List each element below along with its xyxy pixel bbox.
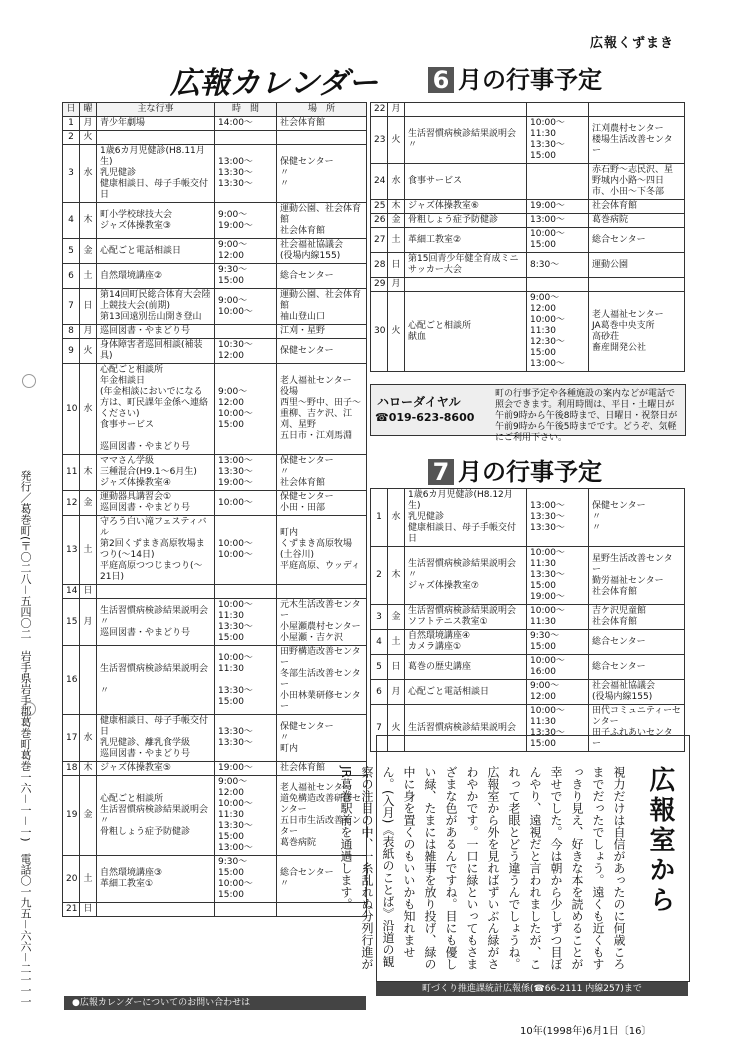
table-row [63, 762, 367, 776]
time-cell: 10:00〜11:30 13:30〜15:00 [527, 117, 589, 164]
place-cell: 江刈・星野 [277, 325, 367, 339]
logo: 広報くずまき [590, 36, 675, 51]
place-cell [277, 585, 367, 599]
weekday-cell: 水 [80, 715, 97, 762]
time-cell [215, 325, 277, 339]
table-row [63, 264, 367, 289]
hello-dial-box [370, 384, 686, 443]
weekday-cell: 水 [80, 145, 97, 203]
place-cell: 運動公園、社会体育館 社会体育館 [277, 203, 367, 239]
table-row [371, 228, 685, 253]
table-row [63, 203, 367, 239]
day-cell: 29 [371, 278, 388, 292]
event-cell: 生活習慣病検診結果説明会 〃 巡回図書・やまどり号 [97, 599, 215, 646]
time-cell [215, 131, 277, 145]
june-left-table [62, 102, 367, 917]
event-cell: ジャズ体操教室⑤ [97, 762, 215, 776]
june-heading-text: 月の行事予定 [458, 66, 602, 94]
place-cell: 吉ケ沢児童館 社会体育館 [589, 605, 685, 630]
time-cell [215, 585, 277, 599]
weekday-cell: 月 [388, 680, 405, 705]
table-row [371, 278, 685, 292]
time-cell: 9:30〜15:00 [215, 264, 277, 289]
weekday-cell: 土 [80, 856, 97, 903]
table-row [371, 117, 685, 164]
table-row [63, 339, 367, 364]
weekday-cell: 日 [80, 289, 97, 325]
place-cell: 総合センター [277, 264, 367, 289]
time-cell: 9:00〜 19:00〜 [215, 203, 277, 239]
place-cell: 運動公園、社会体育館 袖山登山口 [277, 289, 367, 325]
event-cell: 運動器具講習会① 巡回図書・やまどり号 [97, 491, 215, 516]
table-row [63, 131, 367, 145]
column-heading: 広報室から [645, 766, 675, 916]
event-cell: 守ろう白い滝フェスティバル 第2回くずまき高原牧場まつり(〜14日) 平庭高原つつじまつり(〜21日) [97, 516, 215, 585]
table-row [371, 680, 685, 705]
place-cell [277, 131, 367, 145]
table-row [371, 655, 685, 680]
time-cell: 8:30〜 [527, 253, 589, 278]
time-cell: 10:00〜16:00 [527, 655, 589, 680]
time-cell [527, 164, 589, 200]
place-cell: 社会体育館 [277, 762, 367, 776]
event-cell: ママさん学級 三種混合(H9.1〜6月生) ジャズ体操教室④ [97, 455, 215, 491]
weekday-cell: 日 [388, 655, 405, 680]
place-cell: 保健センター 〃 〃 [589, 489, 685, 547]
table-row [63, 903, 367, 917]
place-cell: 総合センター 〃 [277, 856, 367, 903]
col-event: 主な行事 [97, 103, 215, 117]
day-cell: 6 [63, 264, 80, 289]
event-cell [405, 278, 527, 292]
hello-text: 町の行事予定や各種施設の案内などが電話で照会できます。利用時間は、平日・土曜日が午前9時から午後8時まで、日曜日・祝祭日が午前9時から午後5時までです。どうぞ、気軽にご利用下さい。 [495, 389, 678, 443]
day-cell: 22 [371, 103, 388, 117]
event-cell: 生活習慣病検診結果説明会 ソフトテニス教室① [405, 605, 527, 630]
weekday-cell: 土 [388, 228, 405, 253]
time-cell: 10:00〜11:30 13:30〜15:00 [215, 599, 277, 646]
place-cell: 老人福祉センター 道免構造改善研修センター 五日市生活改善センター 葛巻病院 [277, 776, 367, 856]
time-cell: 10:00〜11:30 13:30〜15:00 19:00〜 [527, 547, 589, 605]
day-cell: 7 [63, 289, 80, 325]
time-cell: 10:00〜15:00 [527, 228, 589, 253]
col-place: 場 所 [277, 103, 367, 117]
day-cell: 18 [63, 762, 80, 776]
col-day: 日 [63, 103, 80, 117]
day-cell: 30 [371, 292, 388, 372]
weekday-cell: 木 [80, 762, 97, 776]
time-cell [215, 903, 277, 917]
event-cell: 骨粗しょう症予防健診 [405, 214, 527, 228]
place-cell: 田野構造改善センター 冬部生活改善センター 小田林業研修センター [277, 646, 367, 715]
time-cell: 19:00〜 [215, 762, 277, 776]
event-cell: 革細工教室② [405, 228, 527, 253]
place-cell [589, 278, 685, 292]
table-row [63, 516, 367, 585]
weekday-cell: 火 [80, 339, 97, 364]
time-cell: 10:00〜 [215, 491, 277, 516]
time-cell: 9:00〜 10:00〜 [215, 289, 277, 325]
weekday-cell: 日 [388, 253, 405, 278]
time-cell: 10:00〜11:30 13:30〜15:00 [215, 646, 277, 715]
weekday-cell: 木 [80, 455, 97, 491]
day-cell: 17 [63, 715, 80, 762]
event-cell: 食事サービス [405, 164, 527, 200]
weekday-cell: 月 [80, 117, 97, 131]
table-row [63, 117, 367, 131]
day-cell: 19 [63, 776, 80, 856]
place-cell: 社会体育館 [589, 200, 685, 214]
calendar-title: 広報カレンダー [170, 66, 379, 101]
place-cell: 保健センター 小田・田部 [277, 491, 367, 516]
place-cell: 総合センター [589, 655, 685, 680]
place-cell: 赤石野〜志民沢、星野城内小路〜四日市、小田〜下冬部 [589, 164, 685, 200]
table-row [371, 630, 685, 655]
event-cell: 1歳6カ月児健診(H8.12月生) 乳児健診 健康相談日、母子手帳交付日 [405, 489, 527, 547]
table-row [63, 715, 367, 762]
weekday-cell: 水 [80, 364, 97, 455]
table-row [63, 856, 367, 903]
time-cell: 9:00〜12:00 10:00〜15:00 [215, 364, 277, 455]
day-cell: 2 [63, 131, 80, 145]
day-cell: 26 [371, 214, 388, 228]
day-cell: 3 [371, 605, 388, 630]
day-cell: 8 [63, 325, 80, 339]
place-cell: 総合センター [589, 228, 685, 253]
june-heading [428, 60, 602, 95]
event-cell: 葛巻の歴史講座 [405, 655, 527, 680]
july-num: 7 [428, 459, 454, 485]
event-cell: 心配ごと電話相談日 [97, 239, 215, 264]
time-cell: 14:00〜 [215, 117, 277, 131]
event-cell: 巡回図書・やまどり号 [97, 325, 215, 339]
table-row [371, 605, 685, 630]
table-row [63, 239, 367, 264]
table-row [371, 200, 685, 214]
table-row [371, 489, 685, 547]
place-cell: 老人福祉センター 役場 西里〜野中、田子〜重柳、吉ケ沢、江刈、星野 五日市・江刈馬淵 [277, 364, 367, 455]
column-text: 視力だけは自信があったのに何歳ころまでだったでしょう。遠くも近くもすっきり見え、好きな本を読めることが幸せでした。今は朝から少しずつ目ぼんやり、遠視だと言われましたが、これって老眼とどう違うんでしょうね。広報室から外を見ればずいぶん緑がさわやかです。一口に緑といってもさまざまな色があるんですね。目にも優しい緑、たまには雑事を放り投げ、緑の中に身を置くのもいいかも知れません。(入月)《表紙のことば》沿道の観察の注目の中、一糸乱れぬ分列行進がJR葛巻駅前を通過します。 [339, 766, 626, 970]
time-cell [527, 278, 589, 292]
weekday-cell: 火 [80, 131, 97, 145]
weekday-cell: 木 [388, 547, 405, 605]
place-cell: 保健センター 〃 町内 [277, 715, 367, 762]
weekday-cell: 土 [80, 264, 97, 289]
weekday-cell: 日 [80, 585, 97, 599]
time-cell: 9:00〜12:00 [215, 239, 277, 264]
place-cell: 元木生活改善センター 小屋瀬農村センター 小屋瀬・吉ケ沢 [277, 599, 367, 646]
table-row [371, 103, 685, 117]
day-cell: 15 [63, 599, 80, 646]
day-cell: 4 [371, 630, 388, 655]
day-cell: 2 [371, 547, 388, 605]
event-cell: ジャズ体操教室⑥ [405, 200, 527, 214]
date-line: 10年(1998年)6月1日〔16〕 [520, 1026, 652, 1037]
time-cell: 13:00〜 [527, 214, 589, 228]
place-cell [589, 103, 685, 117]
time-cell: 19:00〜 [527, 200, 589, 214]
day-cell: 25 [371, 200, 388, 214]
calendar-footer: ●広報カレンダーについてのお問い合わせは [64, 996, 366, 1010]
table-row [63, 646, 367, 715]
weekday-cell: 月 [388, 103, 405, 117]
publisher-info: 発行／葛巻町(〒〇二八－五四〇二 岩手県岩手郡葛巻町葛巻一六－一－一) 電話〇一九五－六六－二一一一 [19, 470, 32, 1007]
table-row [371, 164, 685, 200]
day-cell: 21 [63, 903, 80, 917]
day-cell: 7 [371, 705, 388, 752]
place-cell: 星野生活改善センター 勤労福祉センター 社会体育館 [589, 547, 685, 605]
event-cell: 心配ごと相談所 年金相談日 (年金相談においでになる方は、町民課年金係へ連絡ください) 食事サービス 巡回図書・やまどり号 [97, 364, 215, 455]
event-cell [97, 585, 215, 599]
place-cell: 保健センター 〃 〃 [277, 145, 367, 203]
place-cell: 老人福祉センター JA葛巻中央支所 高砂荘 畜産開発公社 [589, 292, 685, 372]
place-cell: 社会福祉協議会 (役場内線155) [277, 239, 367, 264]
day-cell: 12 [63, 491, 80, 516]
day-cell: 11 [63, 455, 80, 491]
weekday-cell: 火 [388, 705, 405, 752]
weekday-cell: 土 [80, 516, 97, 585]
time-cell [527, 103, 589, 117]
day-cell: 16 [63, 646, 80, 715]
day-cell: 5 [371, 655, 388, 680]
table-row [63, 776, 367, 856]
table-row [371, 214, 685, 228]
event-cell: 生活習慣病検診結果説明会 [405, 705, 527, 752]
event-cell: 1歳6カ月児健診(H8.11月生) 乳児健診 健康相談日、母子手帳交付日 [97, 145, 215, 203]
col-time: 時 間 [215, 103, 277, 117]
time-cell: 9:00〜12:00 [527, 680, 589, 705]
time-cell: 9:00〜12:00 10:00〜11:30 12:30〜15:00 13:00〜 [527, 292, 589, 372]
place-cell: 運動公園 [589, 253, 685, 278]
day-cell: 10 [63, 364, 80, 455]
col-weekday: 曜 [80, 103, 97, 117]
day-cell: 3 [63, 145, 80, 203]
table-row [63, 145, 367, 203]
time-cell: 10:30〜12:00 [215, 339, 277, 364]
event-cell: 健康相談日、母子手帳交付日 乳児健診、離乳食学級 巡回図書・やまどり号 [97, 715, 215, 762]
table-row [63, 585, 367, 599]
weekday-cell: 月 [388, 278, 405, 292]
event-cell: 生活習慣病検診結果説明会 〃 [97, 646, 215, 715]
event-cell: 生活習慣病検診結果説明会 〃 ジャズ体操教室⑦ [405, 547, 527, 605]
place-cell: 保健センター 〃 社会体育館 [277, 455, 367, 491]
place-cell: 葛巻病院 [589, 214, 685, 228]
table-row [63, 364, 367, 455]
event-cell: 自然環境講座③ 革細工教室① [97, 856, 215, 903]
event-cell: 生活習慣病検診結果説明会 〃 [405, 117, 527, 164]
hello-title: ハローダイヤル [377, 395, 461, 409]
punch-hole [22, 374, 36, 388]
july-table [370, 488, 685, 752]
weekday-cell: 金 [80, 491, 97, 516]
weekday-cell: 木 [80, 203, 97, 239]
event-cell: 心配ごと相談所 生活習慣病検診結果説明会 〃 骨粗しょう症予防健診 [97, 776, 215, 856]
event-cell: 青少年劇場 [97, 117, 215, 131]
event-cell: 心配ごと相談所 献血 [405, 292, 527, 372]
place-cell: 町内 くずまき高原牧場(土谷川) 平庭高原、ウッディ [277, 516, 367, 585]
time-cell: 13:00〜 13:30〜 13:30〜 [215, 145, 277, 203]
event-cell: 第15回青少年健全育成ミニサッカー大会 [405, 253, 527, 278]
table-row [63, 289, 367, 325]
event-cell: 自然環境講座④ カメラ講座① [405, 630, 527, 655]
day-cell: 9 [63, 339, 80, 364]
time-cell: 13:30〜 13:30〜 [215, 715, 277, 762]
weekday-cell: 金 [80, 239, 97, 264]
weekday-cell: 火 [388, 292, 405, 372]
event-cell: 身体障害者巡回相談(補装具) [97, 339, 215, 364]
punch-hole [22, 702, 36, 716]
july-heading [428, 452, 602, 487]
time-cell: 13:00〜 13:30〜 19:00〜 [215, 455, 277, 491]
day-cell: 27 [371, 228, 388, 253]
weekday-cell [80, 646, 97, 715]
day-cell: 1 [371, 489, 388, 547]
hello-phone: ☎019-623-8600 [375, 411, 475, 424]
weekday-cell: 金 [388, 605, 405, 630]
weekday-cell: 日 [80, 903, 97, 917]
contact-footer: 町づくり推進課統計広報係(☎66-2111 内線257)まで [376, 982, 688, 996]
day-cell: 14 [63, 585, 80, 599]
table-row [63, 455, 367, 491]
weekday-cell: 金 [388, 214, 405, 228]
event-cell: 自然環境講座② [97, 264, 215, 289]
day-cell: 6 [371, 680, 388, 705]
time-cell: 9:00〜12:00 10:00〜11:30 13:30〜15:00 13:00〜 [215, 776, 277, 856]
place-cell: 江刈農村センター 楼場生活改善センター [589, 117, 685, 164]
table-row [63, 325, 367, 339]
weekday-cell: 金 [80, 776, 97, 856]
weekday-cell: 月 [80, 599, 97, 646]
event-cell [405, 103, 527, 117]
place-cell: 田代コミュニティーセンター 田子ふれあいセンター [589, 705, 685, 752]
weekday-cell: 水 [388, 164, 405, 200]
weekday-cell: 火 [388, 117, 405, 164]
day-cell: 20 [63, 856, 80, 903]
event-cell [97, 903, 215, 917]
table-row [63, 599, 367, 646]
place-cell: 社会福祉協議会 (役場内線155) [589, 680, 685, 705]
day-cell: 28 [371, 253, 388, 278]
day-cell: 1 [63, 117, 80, 131]
july-heading-text: 月の行事予定 [458, 458, 602, 486]
day-cell: 13 [63, 516, 80, 585]
weekday-cell: 土 [388, 630, 405, 655]
day-cell: 5 [63, 239, 80, 264]
weekday-cell: 水 [388, 489, 405, 547]
place-cell: 総合センター [589, 630, 685, 655]
event-cell [97, 131, 215, 145]
time-cell: 9:30〜15:00 10:00〜15:00 [215, 856, 277, 903]
table-row [371, 253, 685, 278]
weekday-cell: 月 [80, 325, 97, 339]
place-cell: 保健センター [277, 339, 367, 364]
time-cell: 9:30〜15:00 [527, 630, 589, 655]
day-cell: 4 [63, 203, 80, 239]
event-cell: 第14回町民総合体育大会陸上競技大会(前期) 第13回遠別岳山開き登山 [97, 289, 215, 325]
table-row [371, 292, 685, 372]
time-cell: 10:00〜11:30 [527, 605, 589, 630]
time-cell: 10:00〜 10:00〜 [215, 516, 277, 585]
june-num: 6 [428, 67, 454, 93]
table-row [371, 547, 685, 605]
day-cell: 23 [371, 117, 388, 164]
event-cell: 町小学校球技大会 ジャズ体操教室③ [97, 203, 215, 239]
table-row [63, 491, 367, 516]
koho-column [339, 735, 690, 982]
june-right-table [370, 102, 685, 372]
time-cell: 10:00〜11:30 13:30〜15:00 [527, 705, 589, 752]
place-cell: 社会体育館 [277, 117, 367, 131]
event-cell: 心配ごと電話相談日 [405, 680, 527, 705]
weekday-cell: 木 [388, 200, 405, 214]
day-cell: 24 [371, 164, 388, 200]
time-cell: 13:00〜 13:30〜 13:30〜 [527, 489, 589, 547]
